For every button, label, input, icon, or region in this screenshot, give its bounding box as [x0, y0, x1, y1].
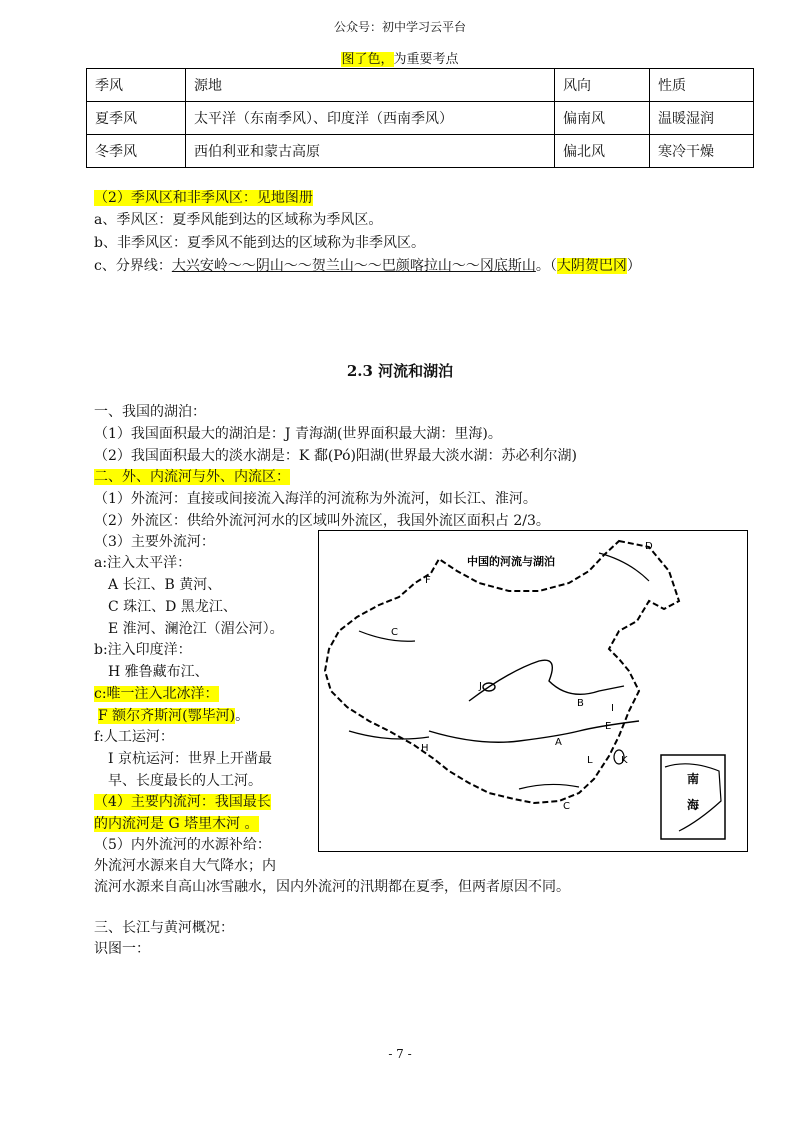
source-line-1: 外流河水源来自大气降水；内	[94, 858, 276, 874]
indian-line-1: H 雅鲁藏布江、	[108, 664, 209, 680]
table-header-cell: 性质	[650, 69, 754, 102]
note-highlight: 图了色，	[341, 52, 394, 67]
inset-label-hai: 海	[687, 798, 700, 812]
table-cell: 冬季风	[87, 135, 186, 168]
map-label-a: A	[555, 737, 562, 748]
rivers-heading	[94, 467, 290, 487]
china-map-drawing	[319, 531, 747, 851]
canal-heading: f:人工运河：	[94, 729, 174, 745]
map-label-c: C	[563, 801, 570, 812]
source-heading: （5）内外流河的水源补给：	[94, 837, 271, 853]
section-title: 2.3 河流和湖泊	[346, 362, 454, 380]
rivers-item-3: （3）主要外流河：	[94, 534, 215, 550]
boundary-line-text: 大兴安岭～～阴山～～贺兰山～～巴颜喀拉山～～冈底斯山	[171, 258, 536, 274]
map-label-e: E	[605, 721, 612, 732]
arctic-river-text: F 额尔齐斯河(鄂毕河)	[98, 708, 236, 724]
table-cell: 太平洋（东南季风）、印度洋（西南季风）	[186, 102, 555, 135]
table-header-cell: 风向	[555, 69, 650, 102]
heilong-river	[599, 553, 649, 581]
map-label-k: K	[621, 755, 628, 766]
yellow-river	[469, 660, 624, 701]
inset-label-nan: 南	[687, 772, 700, 786]
map-label-l: L	[587, 755, 593, 766]
monsoon-table	[86, 68, 754, 168]
monsoon-c	[94, 256, 641, 276]
rivers-heading-text: 二、外、内流河与外、内流区：	[94, 469, 290, 485]
lakes-heading: 一、我国的湖泊：	[94, 404, 206, 420]
table-row	[87, 102, 754, 135]
pacific-line-2: C 珠江、D 黑龙江、	[108, 599, 237, 615]
inland-line-2	[94, 814, 259, 834]
rivers-item-1: （1）外流河：直接或间接流入海洋的河流称为外流河，如长江、淮河。	[94, 491, 537, 507]
table-cell: 寒冷干燥	[650, 135, 754, 168]
table-header-cell: 源地	[186, 69, 555, 102]
lakes-item-1: （1）我国面积最大的湖泊是：J 青海湖(世界面积最大湖：里海)。	[94, 426, 502, 442]
note-rest: 为重要考点	[393, 52, 459, 67]
boundary-mnemonic: 大阴贺巴冈	[556, 258, 627, 274]
table-cell: 西伯利亚和蒙古高原	[186, 135, 555, 168]
highlight-note	[0, 48, 800, 67]
indian-heading: b:注入印度洋：	[94, 642, 192, 658]
pacific-line-3: E 淮河、澜沧江（湄公河）。	[108, 621, 284, 637]
monsoon-heading	[94, 188, 313, 208]
monsoon-a: a、季风区：夏季风能到达的区域称为季风区。	[94, 212, 383, 228]
canal-line-1: I 京杭运河：世界上开凿最	[108, 751, 272, 767]
map-label-j: J	[479, 681, 482, 692]
south-sea-inset	[661, 755, 725, 839]
rivers-item-2: （2）外流区：供给外流河河水的区域叫外流区，我国外流区面积占 2/3。	[94, 513, 550, 529]
map-label-b: B	[577, 698, 584, 709]
table-cell: 夏季风	[87, 102, 186, 135]
boundary-prefix: c、分界线：	[94, 258, 172, 274]
yarlung-river	[349, 731, 429, 739]
pearl-river	[519, 784, 579, 789]
monsoon-b: b、非季风区：夏季风不能到达的区域称为非季风区。	[94, 235, 425, 251]
inland-line-2-text: 的内流河是 G 塔里木河 。	[94, 816, 259, 832]
arctic-heading	[94, 684, 219, 704]
map-label-d: D	[645, 541, 653, 552]
table-cell: 温暖湿润	[650, 102, 754, 135]
yangtze-sub: 识图一：	[94, 941, 150, 957]
pacific-heading: a:注入太平洋：	[94, 555, 192, 571]
map-label-f: F	[425, 575, 431, 586]
boundary-close: ）	[626, 258, 641, 274]
map-label-c2: C	[391, 627, 398, 638]
tarim-river	[359, 631, 415, 641]
table-cell: 偏南风	[555, 102, 650, 135]
map-label-h: H	[421, 743, 429, 754]
table-header-cell: 季风	[87, 69, 186, 102]
source-line-2: 流河水源来自高山冰雪融水，因内外流河的汛期都在夏季，但两者原因不同。	[94, 879, 570, 895]
map-title: 中国的河流与湖泊	[467, 555, 555, 568]
monsoon-heading-text: （2）季风区和非季风区：见地图册	[94, 190, 313, 206]
arctic-river-end: 。	[235, 708, 250, 724]
inland-line-1-text: （4）主要内流河：我国最长	[94, 794, 271, 810]
page-number: - 7 -	[388, 1047, 412, 1061]
yangtze-heading: 三、长江与黄河概况：	[94, 920, 234, 936]
boundary-dot: 。（	[535, 258, 557, 274]
page-header: 公众号：初中学习云平台	[333, 20, 466, 34]
table-row	[87, 135, 754, 168]
canal-line-2: 早、长度最长的人工河。	[108, 773, 262, 789]
arctic-line-1	[98, 706, 249, 726]
china-river-map	[318, 530, 748, 852]
pacific-line-1: A 长江、B 黄河、	[108, 577, 222, 593]
arctic-heading-text: c:唯一注入北冰洋：	[94, 686, 219, 702]
inland-line-1	[94, 792, 271, 812]
table-header-row	[87, 69, 754, 102]
lakes-item-2: （2）我国面积最大的淡水湖是：K 鄱(Pó)阳湖(世界最大淡水湖：苏必利尔湖)	[94, 448, 577, 464]
map-label-i: I	[611, 703, 614, 714]
table-cell: 偏北风	[555, 135, 650, 168]
